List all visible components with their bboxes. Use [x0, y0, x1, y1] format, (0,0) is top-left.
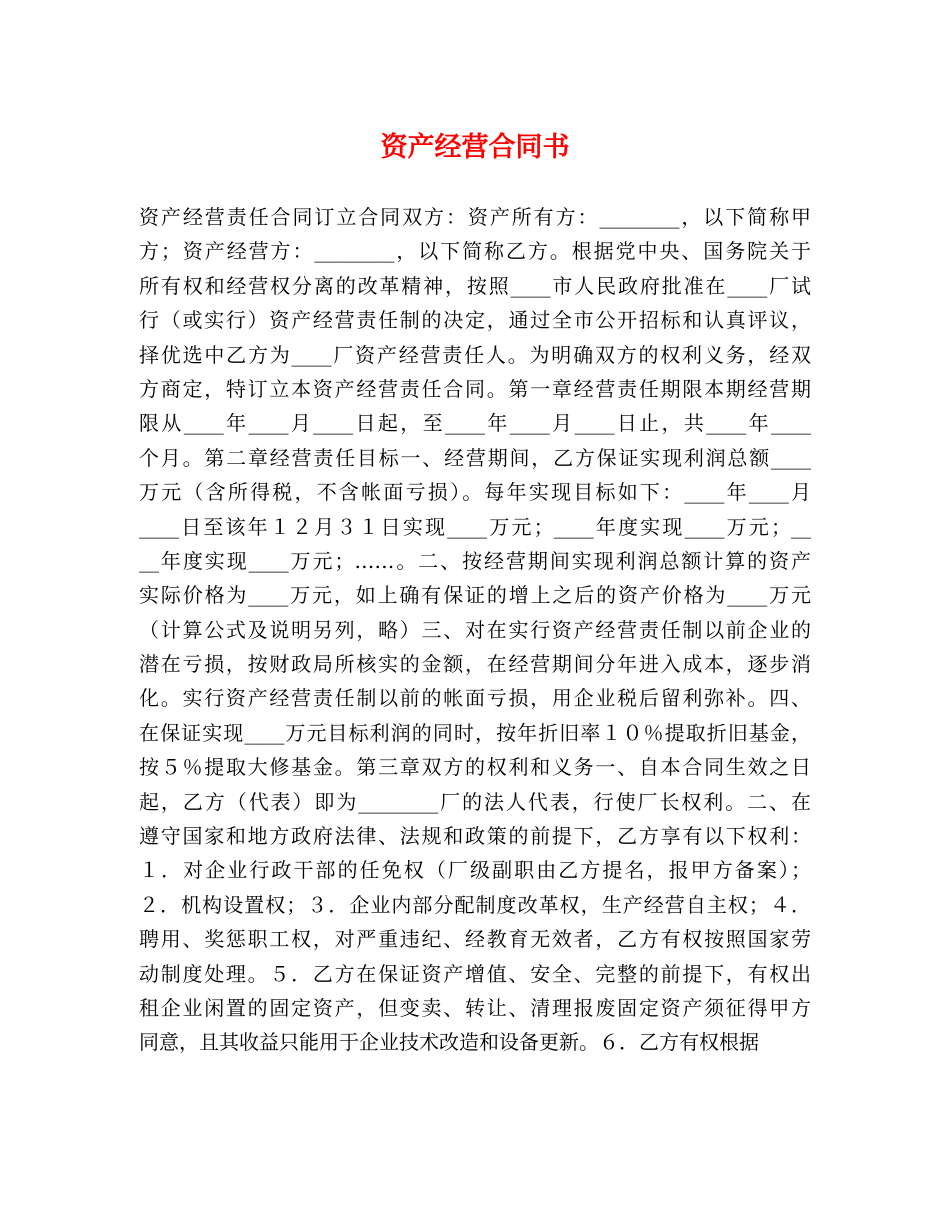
body-line: 资产经营责任合同订立合同双方：资产所有方：________，以下简称甲	[139, 205, 811, 229]
body-line: __年度实现____万元；……。二、按经营期间实现利润总额计算的资产	[139, 548, 811, 573]
body-line: 个月。第二章经营责任目标一、经营期间，乙方保证实现利润总额____	[139, 445, 811, 470]
body-line: 行（或实行）资产经营责任制的决定，通过全市公开招标和认真评议，	[139, 308, 811, 333]
body-line: 实际价格为____万元，如上确有保证的增上之后的资产价格为____万元	[139, 583, 811, 608]
body-line: （计算公式及说明另列，略）三、对在实行资产经营责任制以前企业的	[139, 617, 811, 642]
body-line: 按５％提取大修基金。第三章双方的权利和义务一、自本合同生效之日	[139, 755, 811, 780]
body-line: 动制度处理。５．乙方在保证资产增值、安全、完整的前提下，有权出	[139, 961, 811, 986]
body-line: 在保证实现____万元目标利润的同时，按年折旧率１０％提取折旧基金，	[139, 720, 811, 745]
body-line: 租企业闲置的固定资产，但变卖、转让、清理报废固定资产须征得甲方	[139, 995, 811, 1020]
body-line: 所有权和经营权分离的改革精神，按照____市人民政府批准在____厂试	[139, 273, 811, 298]
body-line: 择优选中乙方为____厂资产经营责任人。为明确双方的权利义务，经双	[139, 342, 811, 367]
body-line: １．对企业行政干部的任免权（厂级副职由乙方提名，报甲方备案）；	[139, 858, 811, 883]
body-line: 聘用、奖惩职工权，对严重违纪、经教育无效者，乙方有权按照国家劳	[139, 927, 811, 952]
body-line: 方；资产经营方：________，以下简称乙方。根据党中央、国务院关于	[139, 239, 811, 264]
body-line: 遵守国家和地方政府法律、法规和政策的前提下，乙方享有以下权利：	[139, 824, 811, 849]
body-line: 方商定，特订立本资产经营责任合同。第一章经营责任期限本期经营期	[139, 376, 811, 401]
body-line: 化。实行资产经营责任制以前的帐面亏损，用企业税后留利弥补。四、	[139, 686, 811, 711]
body-line: ２．机构设置权；３．企业内部分配制度改革权，生产经营自主权；４．	[139, 892, 811, 917]
body-line: 潜在亏损，按财政局所核实的金额，在经营期间分年进入成本，逐步消	[139, 652, 811, 677]
body-line: 限从____年____月____日起，至____年____月____日止，共____年____	[139, 411, 811, 436]
document-title: 资产经营合同书	[380, 132, 570, 163]
body-line: 起，乙方（代表）即为________厂的法人代表，行使厂长权利。二、在	[139, 789, 811, 814]
body-line: ____日至该年１２月３１日实现____万元；____年度实现____万元；__	[139, 514, 811, 539]
body-line: 万元（含所得税，不含帐面亏损）。每年实现目标如下：____年____月	[139, 480, 811, 505]
document-body	[139, 200, 811, 1060]
body-line: 同意，且其收益只能用于企业技术改造和设备更新。６．乙方有权根据	[139, 1030, 759, 1055]
